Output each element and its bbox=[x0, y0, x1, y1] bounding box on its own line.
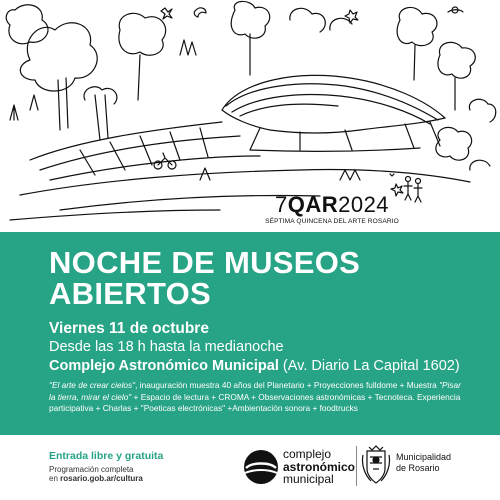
complejo-astronomico-wordmark: complejo astronómico municipal bbox=[283, 447, 356, 486]
program-item2-title: "Pisar la tierra, mirar el cielo" bbox=[49, 380, 461, 402]
program-item2-text: + Espacio de lectura + CROMA + Observaciones astronómicas + Tecnoteca. Experiencia participativa + Charlas + "Poeticas electrónicas" +Ambientación sonora + foodtrucks bbox=[49, 391, 461, 413]
event-time: Desde las 18 h hasta la medianoche bbox=[49, 339, 284, 355]
footer-divider bbox=[356, 446, 357, 486]
qar-logo-subtitle: SÉPTIMA QUINCENA DEL ARTE ROSARIO bbox=[265, 218, 399, 225]
event-title bbox=[49, 247, 469, 309]
program-link[interactable]: en rosario.gob.ar/cultura bbox=[49, 474, 143, 483]
qar-logo-main: 7QAR2024 bbox=[274, 192, 390, 217]
event-venue bbox=[49, 358, 460, 374]
event-title-line1: NOCHE DE MUSEOS bbox=[49, 245, 361, 280]
venue-name: Complejo Astronómico Municipal bbox=[49, 358, 279, 374]
municipalidad-wordmark: Municipalidad de Rosario bbox=[396, 452, 452, 473]
program-item1-title: "El arte de crear cielos" bbox=[49, 380, 136, 390]
qar-logo bbox=[262, 194, 402, 225]
entry-free-text: Entrada libre y gratuita bbox=[49, 450, 164, 462]
event-date: Viernes 11 de octubre bbox=[49, 320, 209, 337]
program-description bbox=[49, 380, 469, 415]
event-title-line2: ABIERTOS bbox=[49, 276, 212, 311]
program-link-label: Programación completa bbox=[49, 465, 134, 474]
program-item1-text: , inauguración muestra 40 años del Planetario + Proyecciones fulldome + Muestra bbox=[135, 380, 440, 390]
planetarium-sketch-icon bbox=[0, 0, 500, 232]
program-url[interactable]: rosario.gob.ar/cultura bbox=[60, 474, 143, 483]
rosario-coat-of-arms-icon bbox=[361, 443, 391, 487]
venue-address: (Av. Diario La Capital 1602) bbox=[282, 358, 460, 374]
